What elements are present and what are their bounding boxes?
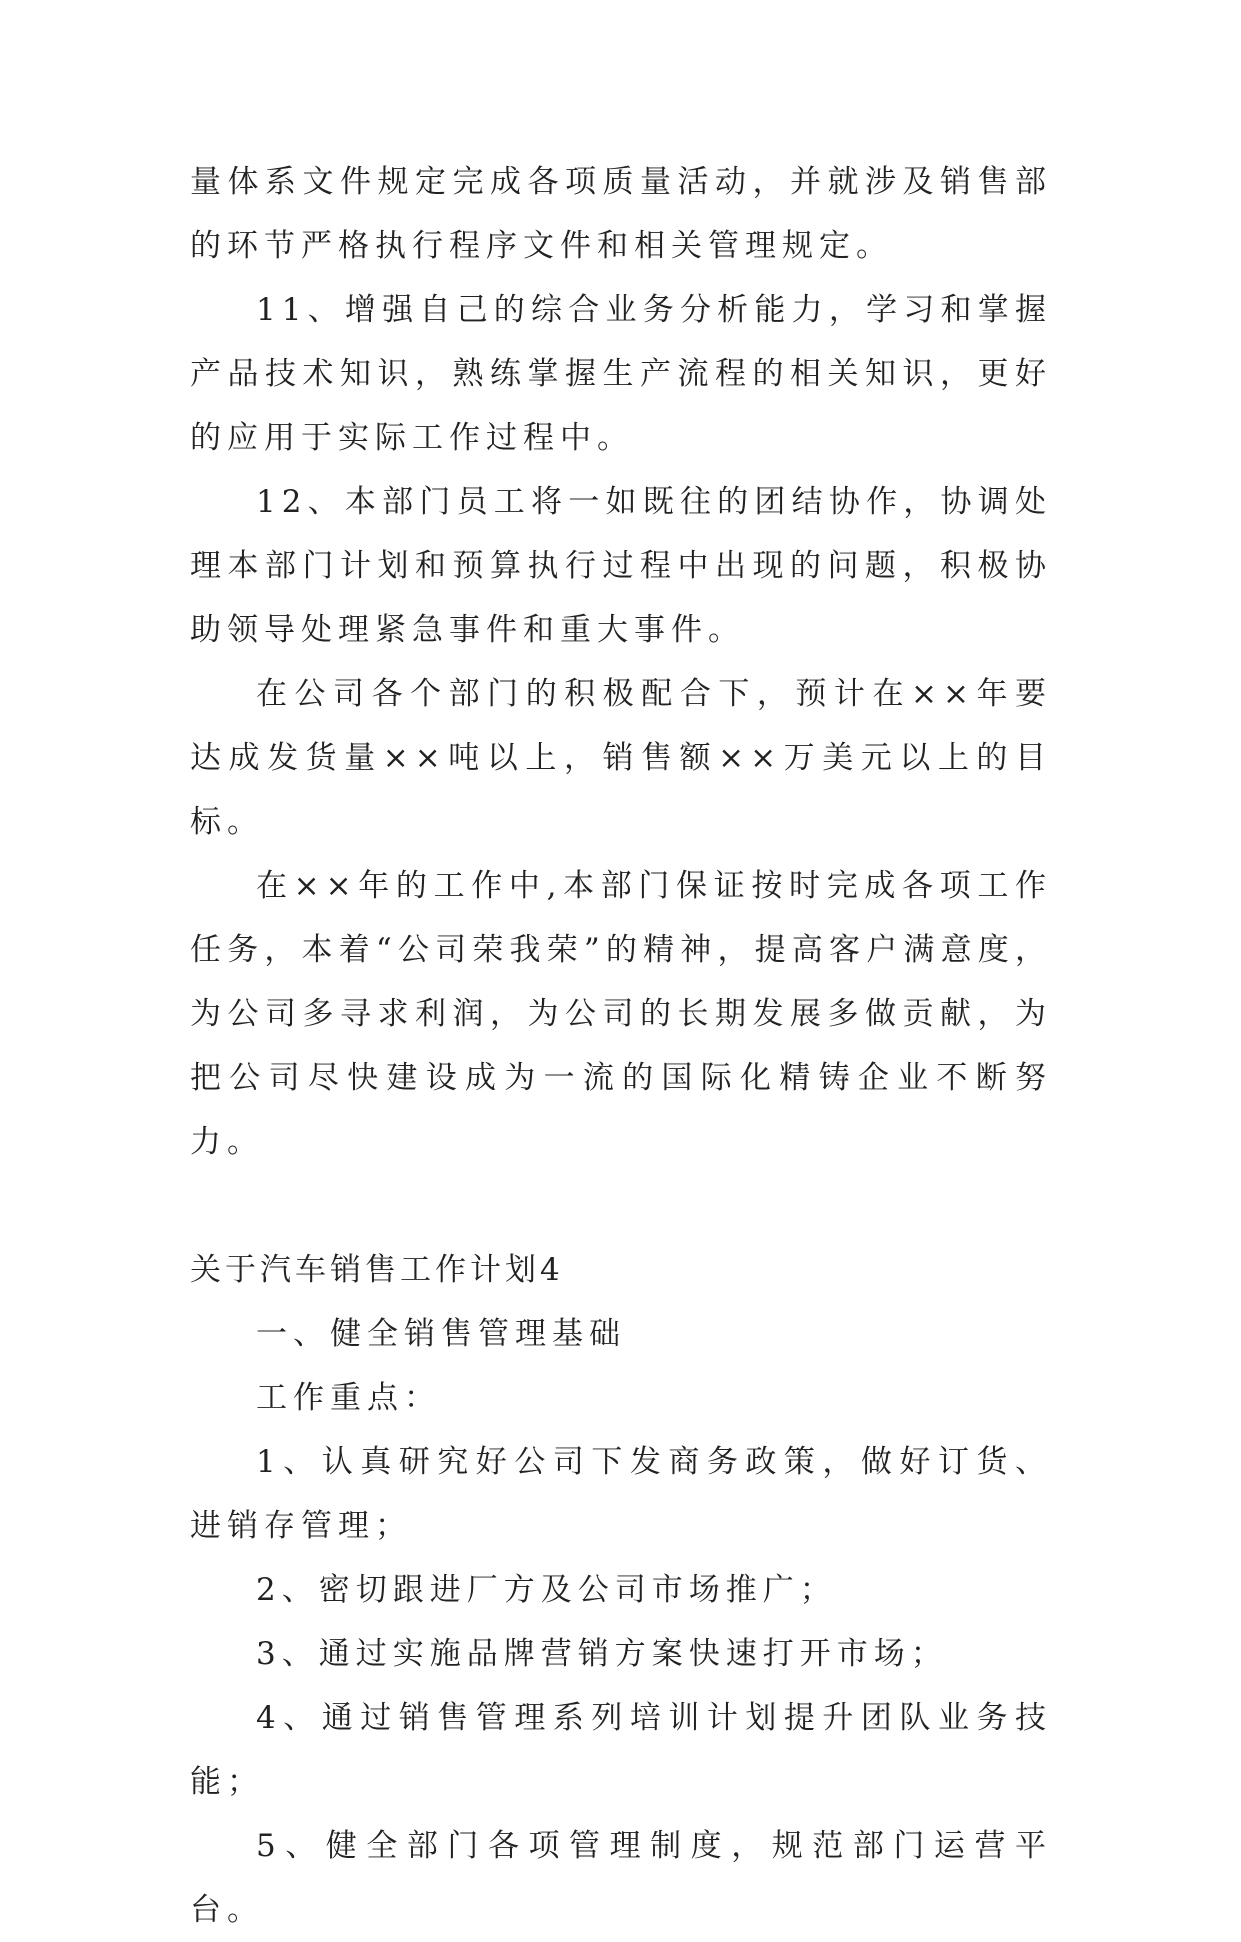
paragraph-focus-5: 5、健全部门各项管理制度，规范部门运营平台。 [190, 1828, 1052, 1928]
paragraph-focus-label: 工作重点： [256, 1380, 441, 1416]
paragraph-commitment: 在××年的工作中,本部门保证按时完成各项工作任务，本着“公司荣我荣”的精神，提高客户满意度，为公司多寻求利润，为公司的长期发展多做贡献，为把公司尽快建设成为一流的国际化精铸企业不断努力。 [190, 868, 1052, 1160]
paragraph-focus-1: 1、认真研究好公司下发商务政策，做好订货、进销存管理； [190, 1444, 1052, 1544]
paragraph-target: 在公司各个部门的积极配合下，预计在××年要达成发货量××吨以上，销售额××万美元以上的目标。 [190, 676, 1052, 840]
section-heading: 关于汽车销售工作计划4 [190, 1252, 564, 1288]
section-gap [190, 1174, 1052, 1238]
paragraph-item-12: 12、本部门员工将一如既往的团结协作，协调处理本部门计划和预算执行过程中出现的问题，积极协助领导处理紧急事件和重大事件。 [190, 484, 1052, 648]
paragraph-item-11: 11、增强自己的综合业务分析能力，学习和掌握产品技术知识，熟练掌握生产流程的相关知识，更好的应用于实际工作过程中。 [190, 292, 1052, 456]
paragraph-focus-2: 2、密切跟进厂方及公司市场推广； [256, 1572, 837, 1608]
document-body [190, 150, 1052, 1942]
paragraph-section-one: 一、健全销售管理基础 [256, 1316, 626, 1352]
paragraph-focus-3: 3、通过实施品牌营销方案快速打开市场； [256, 1636, 948, 1672]
paragraph-quality-system: 量体系文件规定完成各项质量活动，并就涉及销售部的环节严格执行程序文件和相关管理规定。 [190, 164, 1052, 264]
paragraph-focus-4: 4、通过销售管理系列培训计划提升团队业务技能； [190, 1700, 1052, 1800]
